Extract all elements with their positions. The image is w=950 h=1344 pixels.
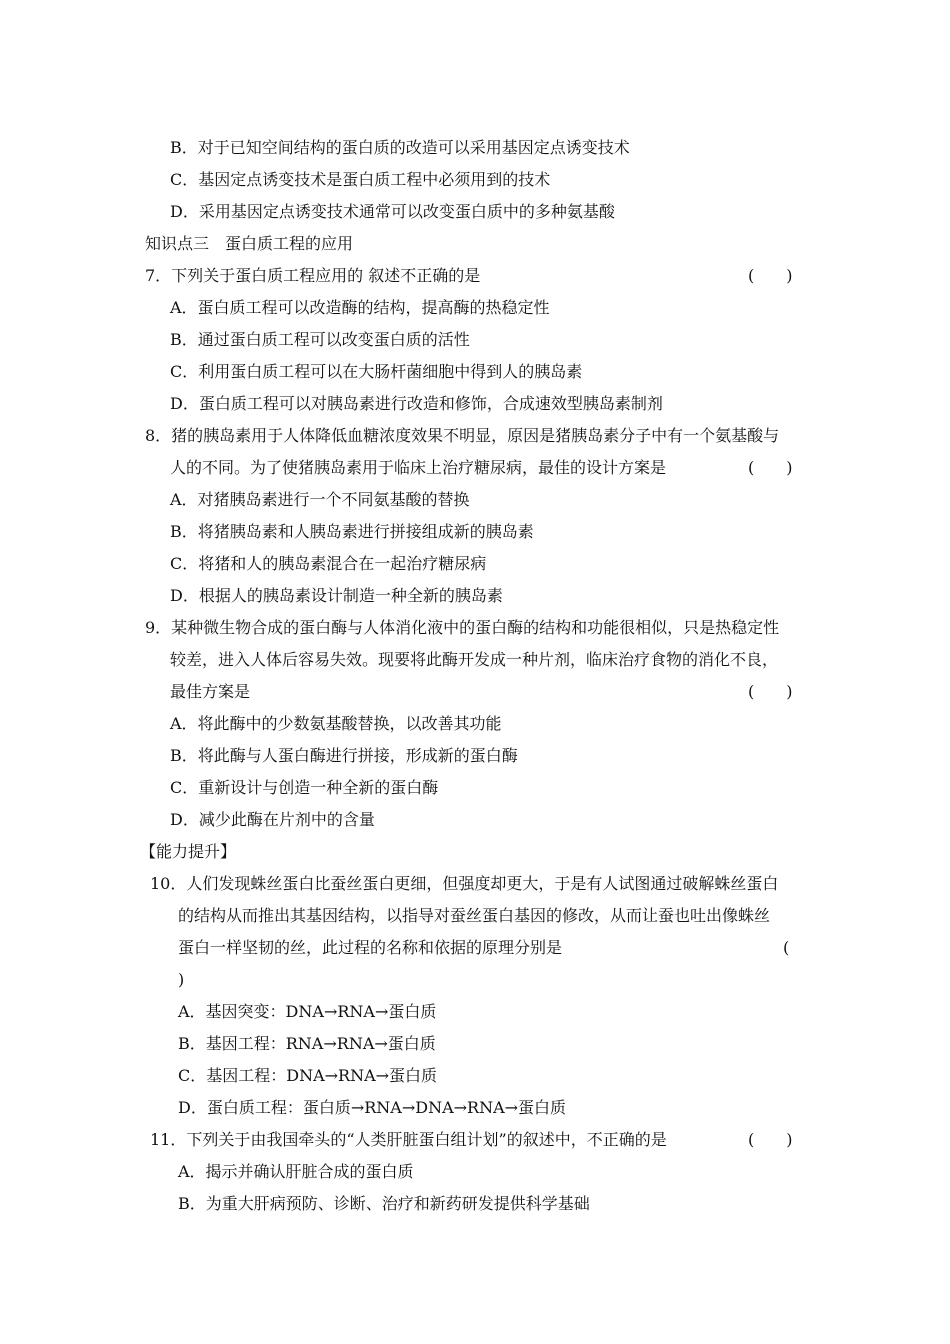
q10-bracket-close: ) xyxy=(178,970,185,989)
q10-option-d: D．蛋白质工程：蛋白质→RNA→DNA→RNA→蛋白质 xyxy=(178,1098,567,1117)
q7-answer-bracket: ( ) xyxy=(748,266,793,285)
q10-bracket-open: ( xyxy=(783,938,790,957)
q11-answer-bracket: ( ) xyxy=(748,1130,793,1149)
section-heading-3: 知识点三 蛋白质工程的应用 xyxy=(145,234,354,253)
q7-option-c: C．利用蛋白质工程可以在大肠杆菌细胞中得到人的胰岛素 xyxy=(170,362,583,381)
q9-option-c: C．重新设计与创造一种全新的蛋白酶 xyxy=(170,778,439,797)
q7-option-b: B．通过蛋白质工程可以改变蛋白质的活性 xyxy=(170,330,470,349)
q10-stem-line2: 的结构从而推出其基因结构，以指导对蚕丝蛋白基因的修改，从而让蚕也吐出像蛛丝 xyxy=(178,906,771,925)
q11-option-b: B．为重大肝病预防、诊断、治疗和新药研发提供科学基础 xyxy=(178,1194,590,1213)
q7-option-d: D．蛋白质工程可以对胰岛素进行改造和修饰，合成速效型胰岛素制剂 xyxy=(170,394,663,413)
q10-option-c: C．基因工程：DNA→RNA→蛋白质 xyxy=(178,1066,438,1085)
q9-option-d: D．减少此酶在片剂中的含量 xyxy=(170,810,375,829)
q7-option-a: A．蛋白质工程可以改造酶的结构，提高酶的热稳定性 xyxy=(170,298,550,317)
q7-stem: 7．下列关于蛋白质工程应用的 叙述不正确的是 xyxy=(145,266,481,285)
q8-stem-line2: 人的不同。为了使猪胰岛素用于临床上治疗糖尿病，最佳的设计方案是 xyxy=(170,458,667,477)
q9-option-b: B．将此酶与人蛋白酶进行拼接，形成新的蛋白酶 xyxy=(170,746,518,765)
q8-option-a: A．对猪胰岛素进行一个不同氨基酸的替换 xyxy=(170,490,470,509)
q8-option-b: B．将猪胰岛素和人胰岛素进行拼接组成新的胰岛素 xyxy=(170,522,534,541)
q8-option-c: C．将猪和人的胰岛素混合在一起治疗糖尿病 xyxy=(170,554,487,573)
q11-option-a: A．揭示并确认肝脏合成的蛋白质 xyxy=(178,1162,414,1181)
q8-answer-bracket: ( ) xyxy=(748,458,793,477)
q9-option-a: A．将此酶中的少数氨基酸替换，以改善其功能 xyxy=(170,714,502,733)
q8-option-d: D．根据人的胰岛素设计制造一种全新的胰岛素 xyxy=(170,586,503,605)
q6-option-c: C．基因定点诱变技术是蛋白质工程中必须用到的技术 xyxy=(170,170,551,189)
q11-stem: 11．下列关于由我国牵头的“人类肝脏蛋白组计划”的叙述中，不正确的是 xyxy=(150,1130,667,1149)
q10-option-a: A．基因突变：DNA→RNA→蛋白质 xyxy=(178,1002,437,1021)
q10-stem-line1: 10．人们发现蛛丝蛋白比蚕丝蛋白更细，但强度却更大，于是有人试图通过破解蛛丝蛋白 xyxy=(150,874,779,893)
q10-option-b: B．基因工程：RNA→RNA→蛋白质 xyxy=(178,1034,436,1053)
q6-option-b: B．对于已知空间结构的蛋白质的改造可以采用基因定点诱变技术 xyxy=(170,138,630,157)
q9-answer-bracket: ( ) xyxy=(748,682,793,701)
q9-stem-line3: 最佳方案是 xyxy=(170,682,251,701)
section-heading-advanced: 【能力提升】 xyxy=(140,842,237,861)
q9-stem-line1: 9．某种微生物合成的蛋白酶与人体消化液中的蛋白酶的结构和功能很相似，只是热稳定性 xyxy=(145,618,780,637)
q6-option-d: D．采用基因定点诱变技术通常可以改变蛋白质中的多种氨基酸 xyxy=(170,202,615,221)
q8-stem-line1: 8．猪的胰岛素用于人体降低血糖浓度效果不明显，原因是猪胰岛素分子中有一个氨基酸与 xyxy=(145,426,780,445)
q9-stem-line2: 较差，进入人体后容易失效。现要将此酶开发成一种片剂，临床治疗食物的消化不良， xyxy=(170,650,779,669)
q10-stem-line3: 蛋白一样坚韧的丝，此过程的名称和依据的原理分别是 xyxy=(178,938,563,957)
